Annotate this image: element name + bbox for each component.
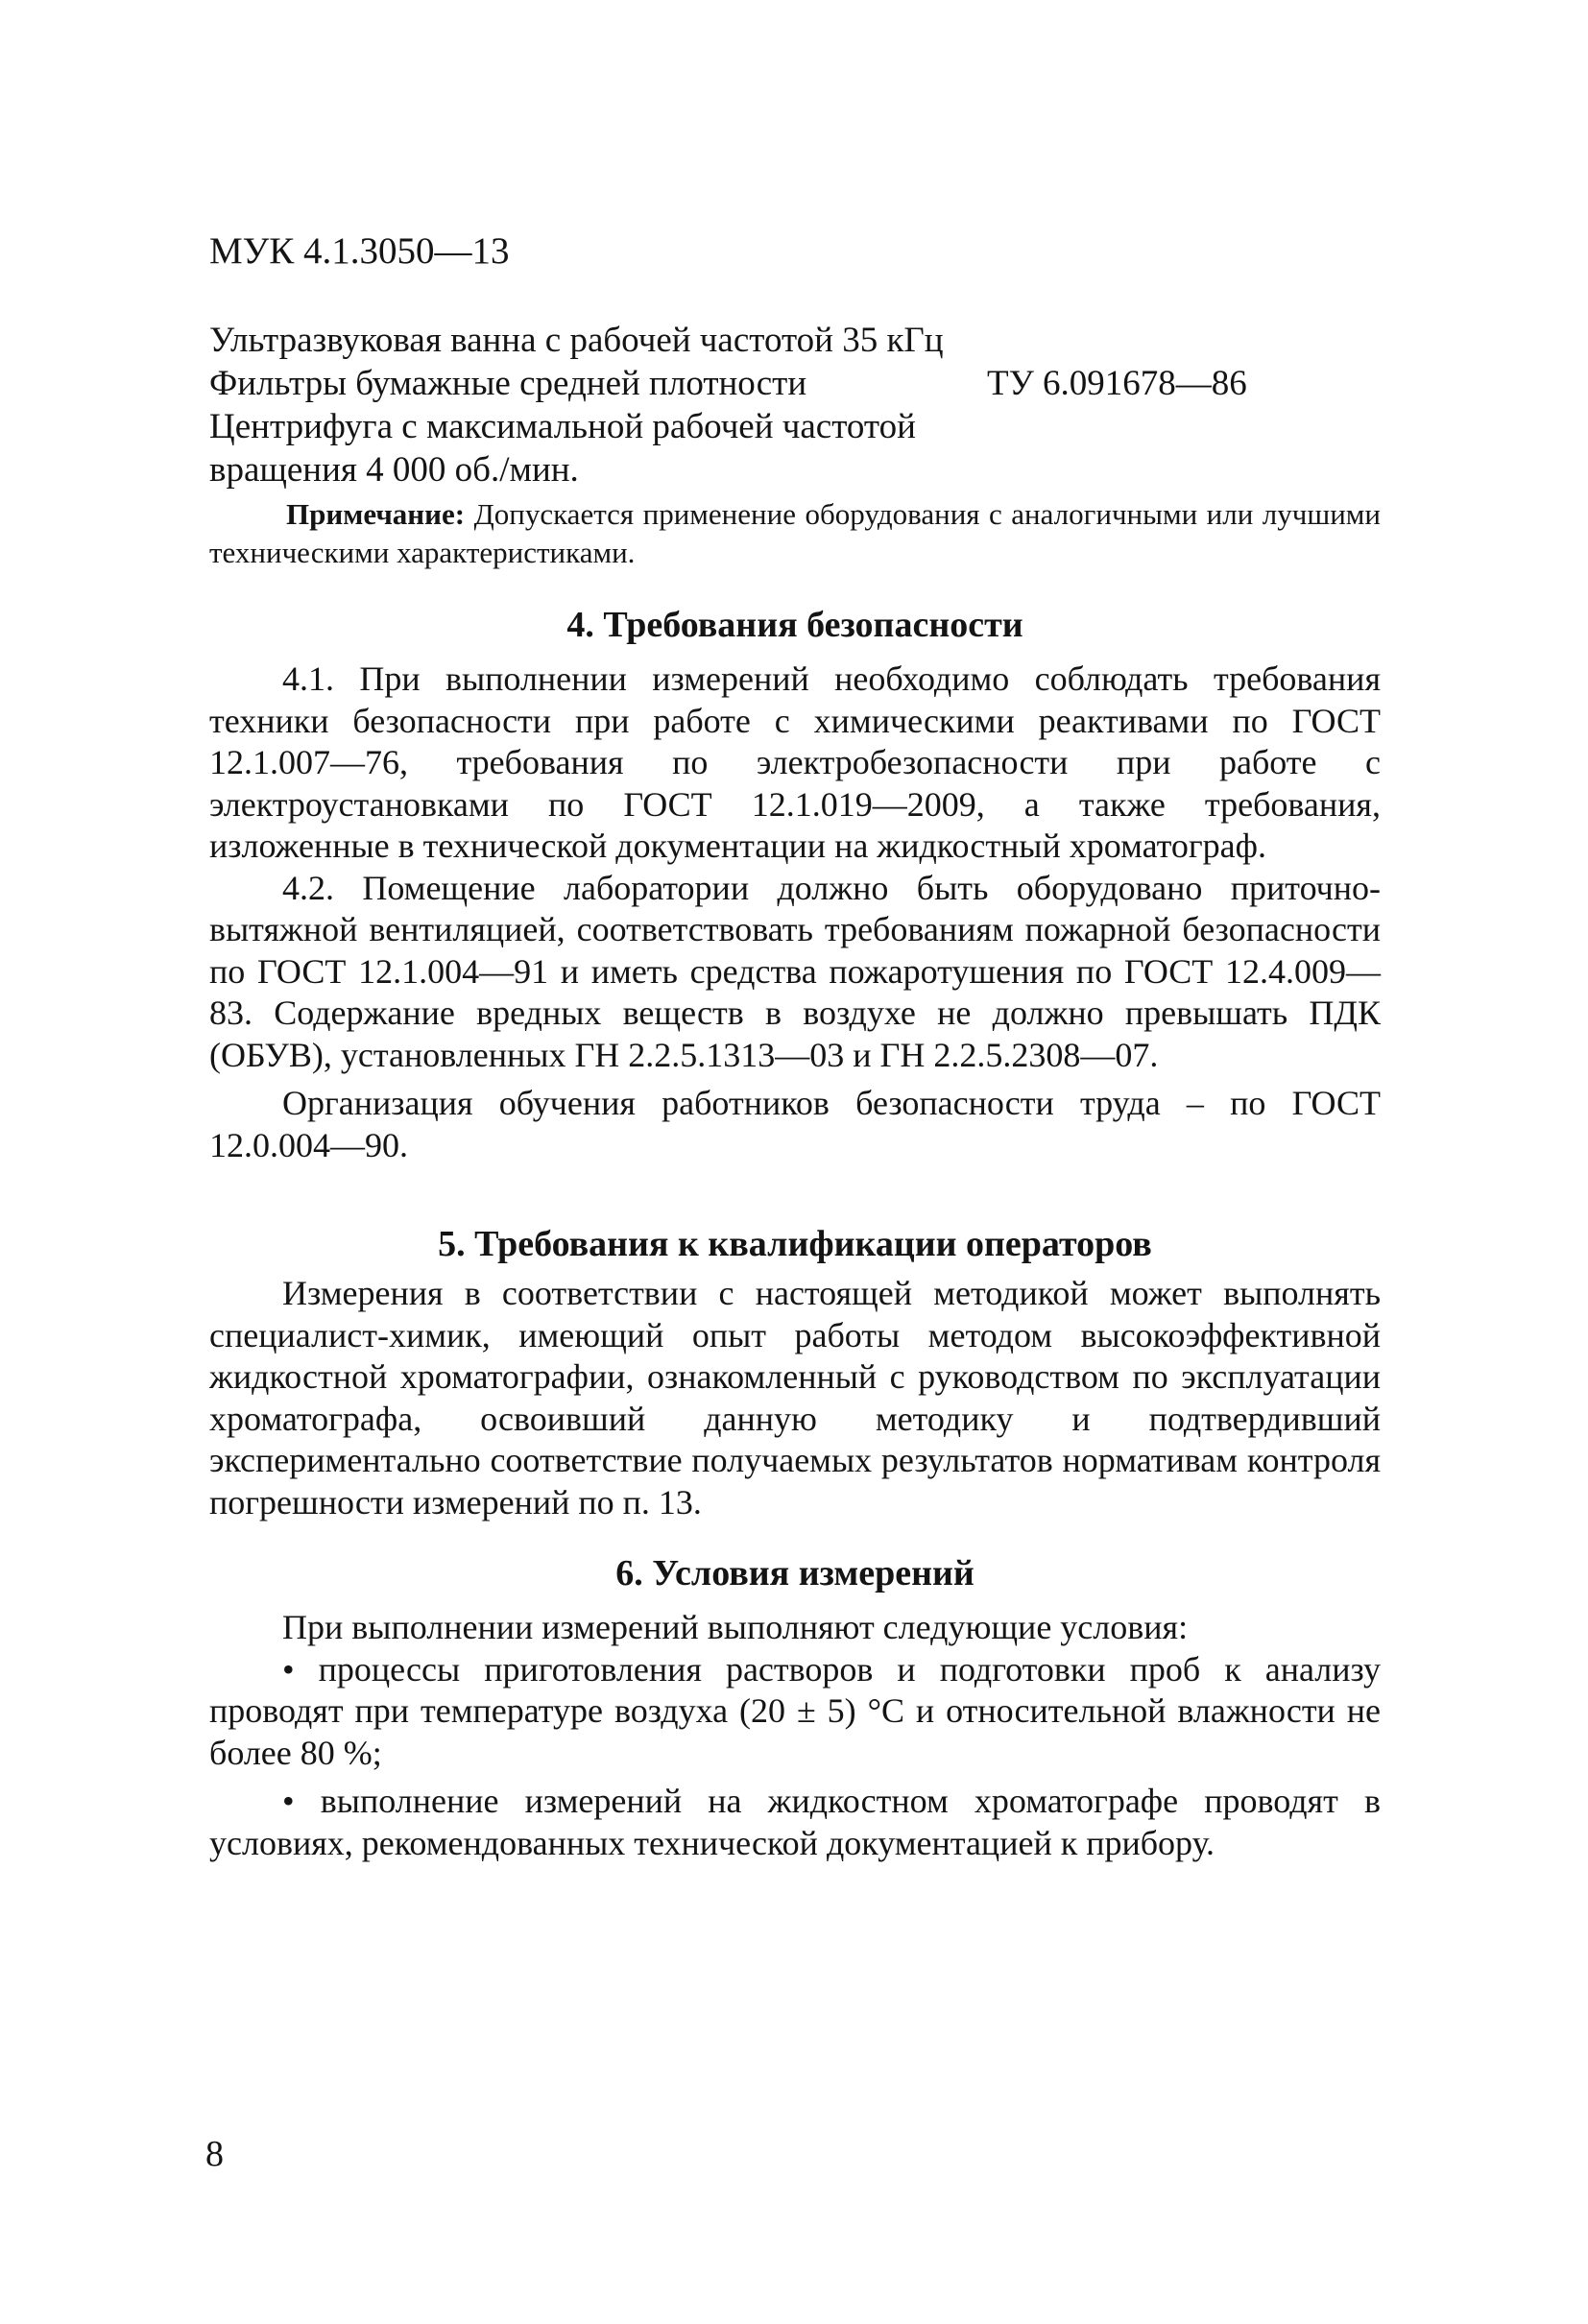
equipment-item — [209, 319, 1381, 362]
paragraph: Измерения в соответствии с настоящей методикой может выполнять специалист-химик, имеющий опыт работы методом высокоэффективной жидкостной хроматографии, ознакомленный с руководством по эксплуатации хроматографа, освоивший данную методику и подтвердивший экспериментально соответствие получаемых результатов нормативам контроля погрешности измерений по п. 13. — [209, 1274, 1381, 1521]
page-number: 8 — [205, 2134, 224, 2174]
list-item: • выполнение измерений на жидкостном хроматографе проводят в условиях, рекомендованных технической документацией к прибору. — [209, 1782, 1381, 1862]
equipment-item-name: вращения 4 000 об./мин. — [209, 450, 579, 490]
equipment-note — [209, 495, 1381, 572]
section-body — [209, 1273, 1381, 1523]
paragraph: 4.1. При выполнении измерений необходимо соблюдать требования техники безопасности при работе с химическими реактивами по ГОСТ 12.1.007—76, требования по электробезопасности при работе с электроустановками по ГОСТ 12.1.019—2009, а также требования, изложенные в технической документации на жидкостный хроматограф. — [209, 659, 1381, 865]
note-label: Примечание: — [286, 497, 466, 531]
section-heading: 5. Требования к квалификации операторов — [438, 1224, 1152, 1264]
section-heading: 4. Требования безопасности — [566, 605, 1023, 645]
equipment-item-spec: ТУ 6.091678—86 — [987, 364, 1247, 403]
section-body — [209, 1607, 1381, 1864]
section-body — [209, 659, 1381, 1166]
document-code: МУК 4.1.3050—13 — [209, 230, 510, 272]
equipment-item — [209, 405, 1381, 448]
equipment-list — [209, 319, 1381, 491]
equipment-item — [209, 448, 1381, 491]
list-item: • процессы приготовления растворов и подготовки проб к анализу проводят при температуре воздуха (20 ± 5) °С и относительной влажности не более 80 %; — [209, 1649, 1381, 1772]
paragraph: 4.2. Помещение лаборатории должно быть оборудовано приточно-вытяжной вентиляцией, соответствовать требованиям пожарной безопасности по ГОСТ 12.1.004—91 и иметь средства пожаротушения по ГОСТ 12.4.009—83. Содержание вредных веществ в воздухе не должно превышать ПДК (ОБУВ), установленных ГН 2.2.5.1313—03 и ГН 2.2.5.2308—07. — [209, 868, 1381, 1074]
equipment-item — [209, 362, 1381, 405]
section-heading: 6. Условия измерений — [615, 1553, 974, 1593]
equipment-item-name: Фильтры бумажные средней плотности — [209, 364, 807, 403]
equipment-item-name: Центрифуга с максимальной рабочей частотой — [209, 407, 916, 446]
note-text: Допускается применение оборудования с аналогичными или лучшими техническими характеристиками. — [209, 497, 1381, 569]
paragraph: При выполнении измерений выполняют следующие условия: — [282, 1608, 1189, 1646]
equipment-item-name: Ультразвуковая ванна с рабочей частотой 35 кГц — [209, 321, 944, 360]
paragraph: Организация обучения работников безопасности труда – по ГОСТ 12.0.004—90. — [209, 1084, 1381, 1164]
